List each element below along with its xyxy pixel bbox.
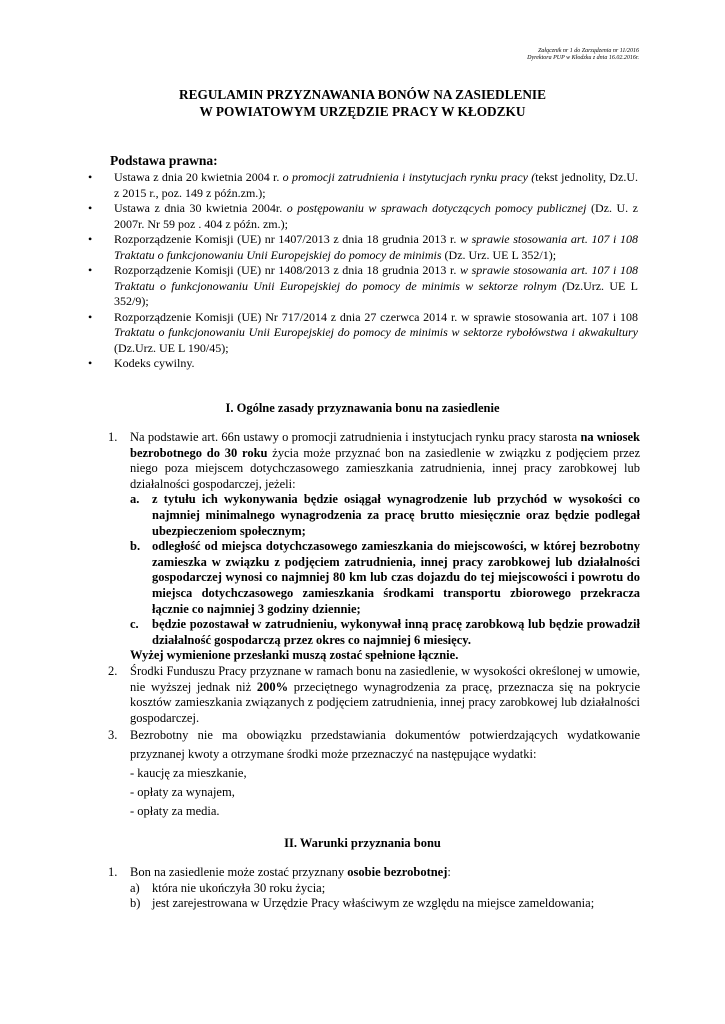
paragraph-2: 2. Środki Funduszu Pracy przyznane w ramach bonu na zasiedlenie, w wysokości określonej w umowie, nie wyższej jednak niż 200% przeciętnego wynagrodzenia za pracę, przeznacza się na pokrycie kosztów zamieszkania związanych z podjęciem zatrudnienia, innej pracy zarobkowej lub działalności gospodarczej.	[108, 663, 641, 725]
legal-basis-item: • Rozporządzenie Komisji (UE) nr 1407/2013 z dnia 18 grudnia 2013 r. w sprawie stosowania art. 107 i 108 Traktatu o funkcjonowaniu Unii Europejskiej do pomocy de minimis (Dz. Urz. UE L 352/1);	[88, 232, 639, 262]
bullet-icon: •	[88, 201, 93, 215]
title-line-2: W POWIATOWYM URZĘDZIE PRACY W KŁODZKU	[199, 104, 526, 119]
section-2-heading: II. Warunki przyznania bonu	[284, 836, 441, 850]
legal-basis-item: • Rozporządzenie Komisji (UE) nr 1408/2013 z dnia 18 grudnia 2013 r. w sprawie stosowania art. 107 i 108 Traktatu o funkcjonowaniu Unii Europejskiej do pomocy de minimis w sektorze rolnym (Dz.Urz. UE L 352/9);	[88, 263, 639, 308]
bullet-icon: •	[88, 356, 93, 370]
legal-basis-item: • Kodeks cywilny.	[88, 356, 195, 370]
paragraph-1: 1. Na podstawie art. 66n ustawy o promocji zatrudnienia i instytucjach rynku pracy starosta na wniosek bezrobotnego do 30 roku życia może przyznać bon na zasiedlenie w związku z podjęciem przez niego poza miejscem dotychczasowego zamieszkania zatrudnienia, innej pracy zarobkowej lub działalności gospodarczej, jeżeli: a. z tytułu ich wykonywania będzie osiągał wynagrodzenie lub przychód w wysokości co najmniej minimalnego wynagrodzenia za pracę brutto miesięcznie oraz będzie podlegał ubezpieczeniom społecznym; b. odległość od miejsca dotychczasowego zamieszkania do miejscowości, w której bezrobotny zamieszka w związku z podjęciem zatrudnienia, innej pracy zarobkowej lub działalności gospodarczej wynosi co najmniej 80 km lub czas dojazdu do tej miejscowości i powrotu do miejsca dotychczasowego zamieszkania środkami transportu zbiorowego przekracza łącznie co najmniej 3 godziny dziennie; c. będzie pozostawał w zatrudnieniu, wykonywał inną pracę zarobkową lub będzie prowadził działalność gospodarczą przez okres co najmniej 6 miesięcy. Wyżej wymienione przesłanki muszą zostać spełnione łącznie.	[108, 430, 640, 663]
bullet-icon: •	[88, 309, 93, 324]
condition-c: c. będzie pozostawał w zatrudnieniu, wykonywał inną pracę zarobkową lub będzie prowadził działalność gospodarczą przez okres co najmniej 6 miesięcy.	[130, 617, 640, 647]
expense-item: - opłaty za media.	[130, 804, 220, 819]
section-1-list	[108, 430, 640, 821]
legal-basis-list	[88, 170, 638, 372]
condition-b: b. odległość od miejsca dotychczasowego zamieszkania do miejscowości, w której bezrobotny zamieszka w związku z podjęciem zatrudnienia, innej pracy zarobkowej lub działalności gospodarczej wynosi co najmniej 80 km lub czas dojazdu do tej miejscowości i powrotu do miejsca dotychczasowego zamieszkania środkami transportu zbiorowego przekracza łącznie co najmniej 3 godziny dziennie;	[130, 539, 640, 616]
expense-item: - kaucję za mieszkanie,	[130, 766, 247, 781]
conditions-note: Wyżej wymienione przesłanki muszą zostać spełnione łącznie.	[130, 648, 459, 663]
condition-a: a. z tytułu ich wykonywania będzie osiągał wynagrodzenie lub przychód w wysokości co najmniej minimalnego wynagrodzenia za pracę brutto miesięcznie oraz będzie podlegał ubezpieczeniom społecznym;	[130, 492, 640, 538]
legal-basis-item: • Rozporządzenie Komisji (UE) Nr 717/2014 z dnia 27 czerwca 2014 r. w sprawie stosowania art. 107 i 108 Traktatu o funkcjonowaniu Unii Europejskiej do pomocy de minimis w sektorze rybołówstwa i akwakultury (Dz.Urz. UE L 190/45);	[88, 309, 638, 355]
document-title	[0, 86, 725, 120]
expense-item: - opłaty za wynajem,	[130, 785, 235, 800]
bullet-icon: •	[88, 263, 93, 277]
paragraph-3: 3. Bezrobotny nie ma obowiązku przedstawiania dokumentów potwierdzających wydatkowanie przyznanej kwoty a otrzymane środki może przeznaczyć na następujące wydatki: - kaucję za mieszkanie, - opłaty za wynajem, - opłaty za media.	[108, 726, 640, 821]
bullet-icon: •	[88, 232, 93, 246]
legal-basis-item: • Ustawa z dnia 20 kwietnia 2004 r. o promocji zatrudnienia i instytucjach rynku pracy (tekst jednolity, Dz.U. z 2015 r., poz. 149 z późn.zm.);	[88, 170, 638, 200]
bullet-icon: •	[88, 170, 93, 184]
annex-line-2: Dyrektora PUP w Kłodzku z dnia 16.02.2016r.	[527, 55, 639, 61]
legal-basis-item: • Ustawa z dnia 30 kwietnia 2004r. o postępowaniu w sprawach dotyczących pomocy publicznej (Dz. U. z 2007r. Nr 59 poz . 404 z późn. zm.);	[88, 201, 638, 231]
requirement-b: b) jest zarejestrowana w Urzędzie Pracy właściwym ze względu na miejsce zameldowania;	[130, 896, 595, 911]
legal-basis-heading: Podstawa prawna:	[110, 153, 218, 168]
title-line-1: REGULAMIN PRZYZNAWANIA BONÓW NA ZASIEDLENIE	[179, 87, 546, 102]
section-1-heading: I. Ogólne zasady przyznawania bonu na zasiedlenie	[225, 401, 500, 415]
annex-note	[439, 48, 639, 62]
paragraph-2-1: 1. Bon na zasiedlenie może zostać przyznany osobie bezrobotnej: a) która nie ukończyła 30 roku życia; b) jest zarejestrowana w Urzędzie Pracy właściwym ze względu na miejsce zameldowania;	[108, 865, 640, 912]
requirement-a: a) która nie ukończyła 30 roku życia;	[130, 880, 326, 895]
annex-line-1: Załącznik nr 1 do Zarządzenia nr 11/2016	[538, 48, 639, 54]
section-2-list	[108, 865, 640, 912]
